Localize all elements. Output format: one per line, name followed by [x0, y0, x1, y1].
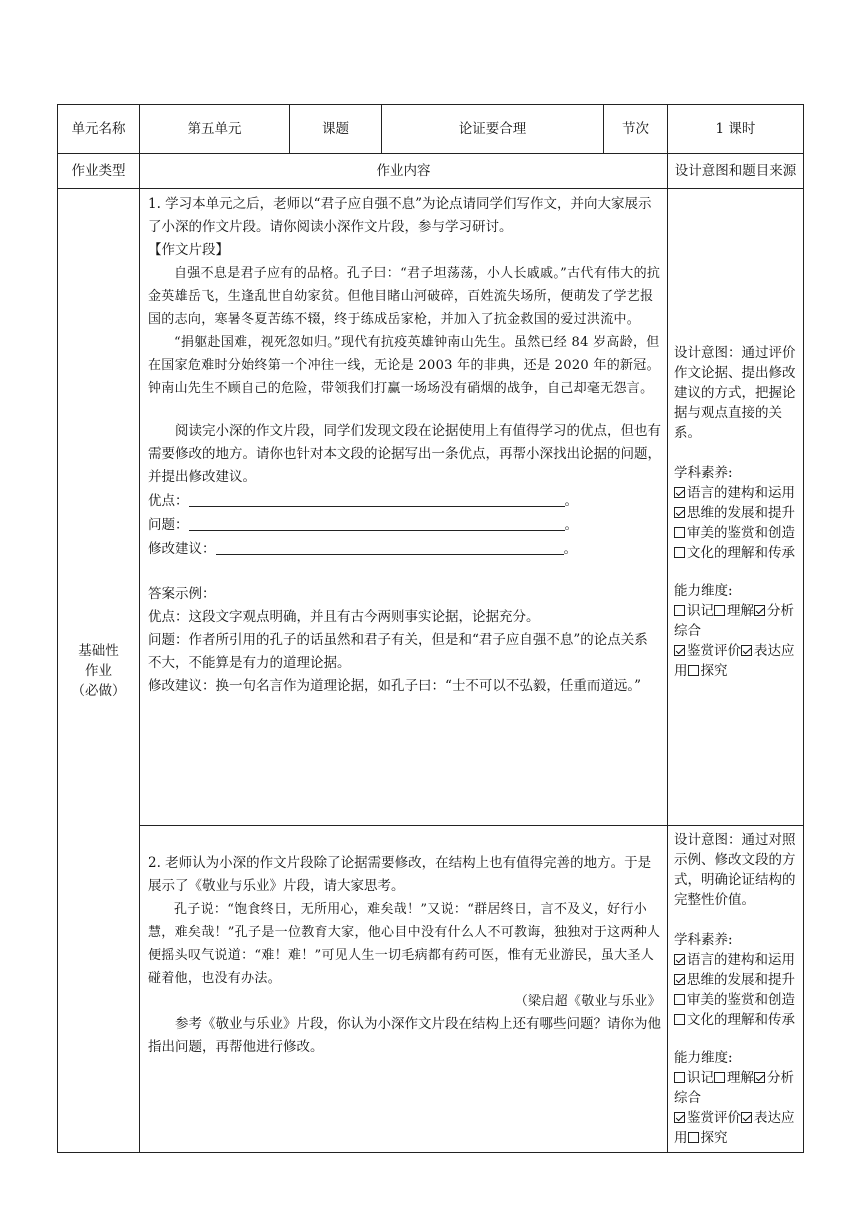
q1-blank-problem-label: 问题： — [148, 517, 189, 533]
q1-lit-2 — [674, 503, 799, 523]
problem-answer-line[interactable] — [189, 516, 565, 531]
answer-title: 答案示例： — [148, 586, 216, 602]
unchecked-box-icon[interactable] — [674, 527, 685, 538]
category-line-2: 作业 — [85, 662, 112, 679]
q1-blank-suggest-label: 修改建议： — [148, 541, 216, 557]
q1-ability-line-1 — [674, 601, 799, 641]
q2-lit-4 — [674, 1010, 799, 1030]
q2-lit-2-label: 思维的发展和提升 — [687, 972, 795, 988]
topic-label: 课题 — [290, 105, 382, 154]
question-1-design — [668, 189, 804, 826]
checked-box-icon[interactable] — [674, 974, 685, 985]
checked-box-icon[interactable] — [674, 487, 685, 498]
q1-para-1: 自强不息是君子应有的品格。孔子曰：“君子坦荡荡，小人长戚戚。”古代有伟大的抗金英雄岳飞，生逢乱世自幼家贫。但他目睹山河破碎，百姓流失场所，便萌发了学艺报国的志向，寒暑冬夏苦练不辍，终于练成岳家枪，并加入了抗金救国的爱过洪流中。 — [148, 266, 661, 327]
merit-answer-line[interactable] — [189, 492, 565, 507]
subheader-row — [58, 154, 804, 189]
q2-intent: 设计意图：通过对照示例、修改文段的方式，明确论证结构的完整性价值。 — [674, 832, 796, 908]
q1-blank-merit-label: 优点： — [148, 493, 189, 509]
category-line-1: 基础性 — [78, 642, 119, 659]
q1-period-2: 。 — [564, 517, 578, 533]
q2-ab-1: 识记 — [687, 1070, 714, 1086]
q2-ability-title: 能力维度: — [674, 1050, 733, 1066]
q1-blank-merit — [148, 489, 661, 513]
q1-period-3: 。 — [563, 541, 577, 557]
checked-box-icon[interactable] — [674, 507, 685, 518]
unchecked-box-icon[interactable] — [674, 547, 685, 558]
header-row — [58, 105, 804, 154]
unchecked-box-icon[interactable] — [674, 605, 685, 616]
q1-ab-1: 识记 — [687, 603, 714, 619]
topic-value: 论证要合理 — [382, 105, 604, 154]
unchecked-box-icon[interactable] — [674, 1014, 685, 1025]
unit-label: 单元名称 — [58, 105, 140, 154]
checked-box-icon[interactable] — [674, 645, 685, 656]
q1-ab-5: 表达应用 — [674, 643, 795, 679]
q2-quote: 孔子说：“饱食终日，无所用心，难矣哉！”又说：“群居终日，言不及义，好行小慧，难矣哉！”孔子是一位教育大家，他心目中没有什么人不可教诲，独独对于这两种人便摇头叹气说道：“难！难！”可见人生一切毛病都有药可医，惟有无业游民，虽大圣人碰着他，也没有办法。 — [148, 902, 661, 986]
q2-ab-5: 表达应用 — [674, 1110, 795, 1146]
checked-box-icon[interactable] — [754, 1072, 765, 1083]
content-label: 作业内容 — [140, 154, 668, 189]
q2-task: 参考《敬业与乐业》片段，你认为小深作文片段在结构上还有哪些问题？请你为他指出问题，再帮他进行修改。 — [148, 1016, 661, 1055]
question-1-row — [58, 189, 804, 826]
q2-lit-3-label: 审美的鉴赏和创造 — [687, 992, 795, 1008]
q2-lit-3 — [674, 990, 799, 1010]
answer-merit: 优点：这段文字观点明确，并且有古今两则事实论据，论据充分。 — [148, 609, 540, 625]
q1-intent: 设计意图：通过评价作文论据、提出修改建议的方式，把握论据与观点直接的关系。 — [674, 345, 796, 441]
unchecked-box-icon[interactable] — [674, 1072, 685, 1083]
q1-ability-title: 能力维度: — [674, 583, 733, 599]
unchecked-box-icon[interactable] — [714, 1072, 725, 1083]
q1-lit-1 — [674, 483, 799, 503]
q2-literacy-title: 学科素养: — [674, 932, 733, 948]
checked-box-icon[interactable] — [741, 645, 752, 656]
q1-ab-4: 鉴赏评价 — [687, 643, 741, 659]
q2-lit-2 — [674, 970, 799, 990]
category-cell — [58, 189, 140, 1153]
unchecked-box-icon[interactable] — [714, 605, 725, 616]
q1-lit-1-label: 语言的建构和运用 — [687, 485, 795, 501]
checked-box-icon[interactable] — [741, 1112, 752, 1123]
design-label: 设计意图和题目来源 — [668, 154, 804, 189]
category-line-3: （必做） — [71, 682, 126, 699]
checked-box-icon[interactable] — [674, 1112, 685, 1123]
unchecked-box-icon[interactable] — [688, 665, 699, 676]
answer-suggest: 修改建议：换一句名言作为道理论据，如孔子曰：“士不可以不弘毅，任重而道远。” — [148, 678, 642, 694]
question-2-design — [668, 826, 804, 1153]
question-1-content — [140, 189, 668, 826]
q2-ab-3: 分析综合 — [674, 1070, 794, 1106]
q1-lit-4-label: 文化的理解和传承 — [687, 545, 795, 561]
unchecked-box-icon[interactable] — [674, 994, 685, 1005]
answer-problem: 问题：作者所引用的孔子的话虽然和君子有关，但是和“君子应自强不息”的论点关系不大，不能算是有力的道理论据。 — [148, 632, 648, 671]
q1-lit-2-label: 思维的发展和提升 — [687, 505, 795, 521]
q1-lit-4 — [674, 543, 799, 563]
q2-lit-4-label: 文化的理解和传承 — [687, 1012, 795, 1028]
session-value: 1 课时 — [668, 105, 804, 154]
q1-lit-3 — [674, 523, 799, 543]
q2-lit-1 — [674, 950, 799, 970]
q2-ab-2: 理解 — [727, 1070, 754, 1086]
homework-table — [57, 104, 804, 1153]
q2-ability-line-1 — [674, 1068, 799, 1108]
q2-source: （梁启超《敬业与乐业》 — [514, 994, 661, 1009]
question-2-content — [140, 826, 668, 1153]
q1-blank-problem — [148, 513, 661, 537]
session-label: 节次 — [604, 105, 668, 154]
question-2-row — [58, 826, 804, 1153]
q1-ab-2: 理解 — [727, 603, 754, 619]
unchecked-box-icon[interactable] — [688, 1132, 699, 1143]
q2-lit-1-label: 语言的建构和运用 — [687, 952, 795, 968]
checked-box-icon[interactable] — [754, 605, 765, 616]
q1-ab-6: 探究 — [700, 663, 728, 679]
q1-excerpt-title: 【作文片段】 — [148, 242, 229, 258]
q2-ab-6: 探究 — [700, 1130, 728, 1146]
q2-ab-4: 鉴赏评价 — [687, 1110, 741, 1126]
unit-value: 第五单元 — [140, 105, 290, 154]
suggest-answer-line[interactable] — [216, 540, 564, 555]
q1-intro: 1. 学习本单元之后，老师以“君子应自强不息”为论点请同学们写作文，并向大家展示了小深的作文片段。请你阅读小深作文片段，参与学习研讨。 — [148, 196, 652, 235]
q1-ab-3: 分析综合 — [674, 603, 794, 639]
q1-blank-suggest — [148, 537, 661, 561]
type-label: 作业类型 — [58, 154, 140, 189]
q1-lit-3-label: 审美的鉴赏和创造 — [687, 525, 795, 541]
q2-ability-line-2 — [674, 1108, 799, 1148]
q1-task: 阅读完小深的作文片段，同学们发现文段在论据使用上有值得学习的优点，但也有需要修改的地方。请你也针对本文段的论据写出一条优点，再帮小深找出论据的问题，并提出修改建议。 — [148, 423, 661, 485]
q2-intro: 2. 老师认为小深的作文片段除了论据需要修改，在结构上也有值得完善的地方。于是展示了《敬业与乐业》片段，请大家思考。 — [148, 855, 652, 894]
q1-ability-line-2 — [674, 641, 799, 681]
q1-period-1: 。 — [564, 493, 578, 509]
q1-para-2: “捐躯赴国难，视死忽如归。”现代有抗疫英雄钟南山先生。虽然已经 84 岁高龄，但在国家危难时分始终第一个冲往一线，无论是 2003 年的非典，还是 2020 年的新冠。钟南山先生不顾自己的危险，带领我们打赢一场场没有硝烟的战争，自己却毫无怨言。 — [148, 335, 660, 396]
q1-literacy-title: 学科素养: — [674, 465, 733, 481]
checked-box-icon[interactable] — [674, 954, 685, 965]
